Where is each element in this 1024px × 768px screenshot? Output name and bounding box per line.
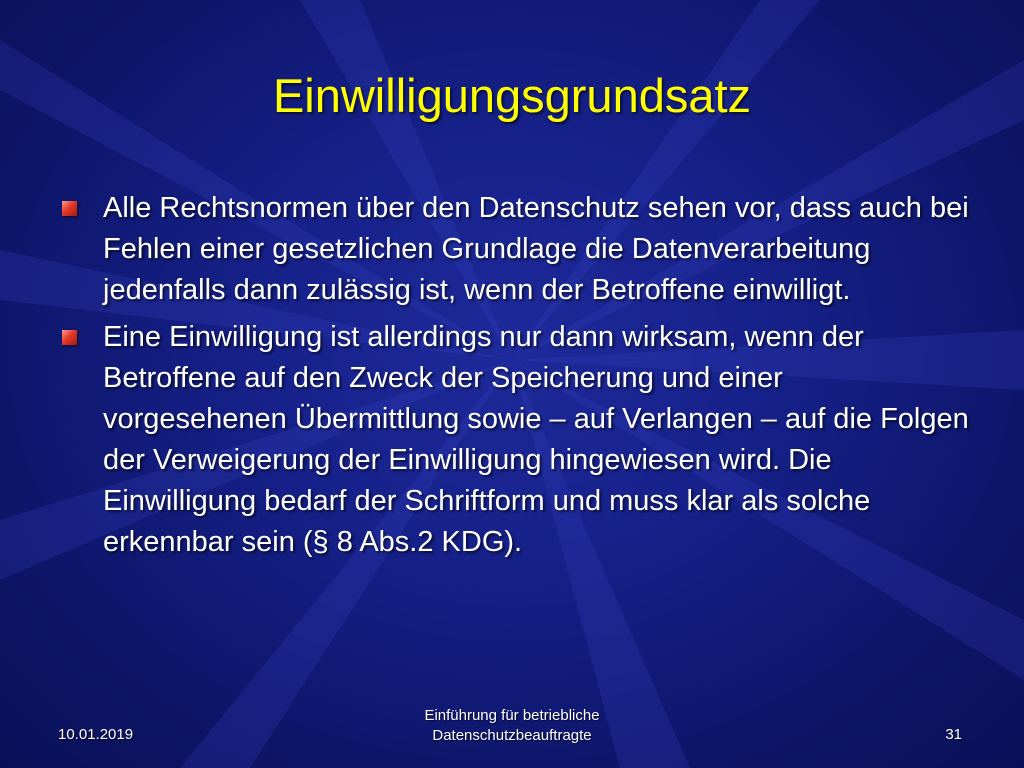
bullet-text-1: Alle Rechtsnormen über den Datenschutz sehen vor, dass auch bei Fehlen einer gesetzlichen Grundlage die Datenverarbeitung jedenfalls dann zulässig ist, wenn der Betroffene einwilligt. <box>103 192 969 306</box>
footer-date: 10.01.2019 <box>58 726 134 743</box>
bullet-item-1 <box>62 188 972 311</box>
slide-title: Einwilligungsgrundsatz <box>272 69 752 122</box>
square-bullet-icon <box>62 330 77 345</box>
bullet-text-2: Eine Einwilligung ist allerdings nur dann wirksam, wenn der Betroffene auf den Zweck der Speicherung und einer vorgesehenen Übermittlung sowie – auf Verlangen – auf die Folgen der Verweigerung der Einwilligung hingewiesen wird. Die Einwilligung bedarf der Schriftform und muss klar als solche erkennbar sein (§ 8 Abs.2 KDG). <box>103 321 969 558</box>
footer-title <box>362 706 662 746</box>
page-number: 31 <box>945 726 962 743</box>
bullet-list <box>62 188 972 569</box>
square-bullet-icon <box>62 201 77 216</box>
bullet-item-2 <box>62 317 972 563</box>
footer-title-line1: Einführung für betriebliche <box>424 707 600 724</box>
footer-title-line2: Datenschutzbeauftragte <box>432 727 592 744</box>
